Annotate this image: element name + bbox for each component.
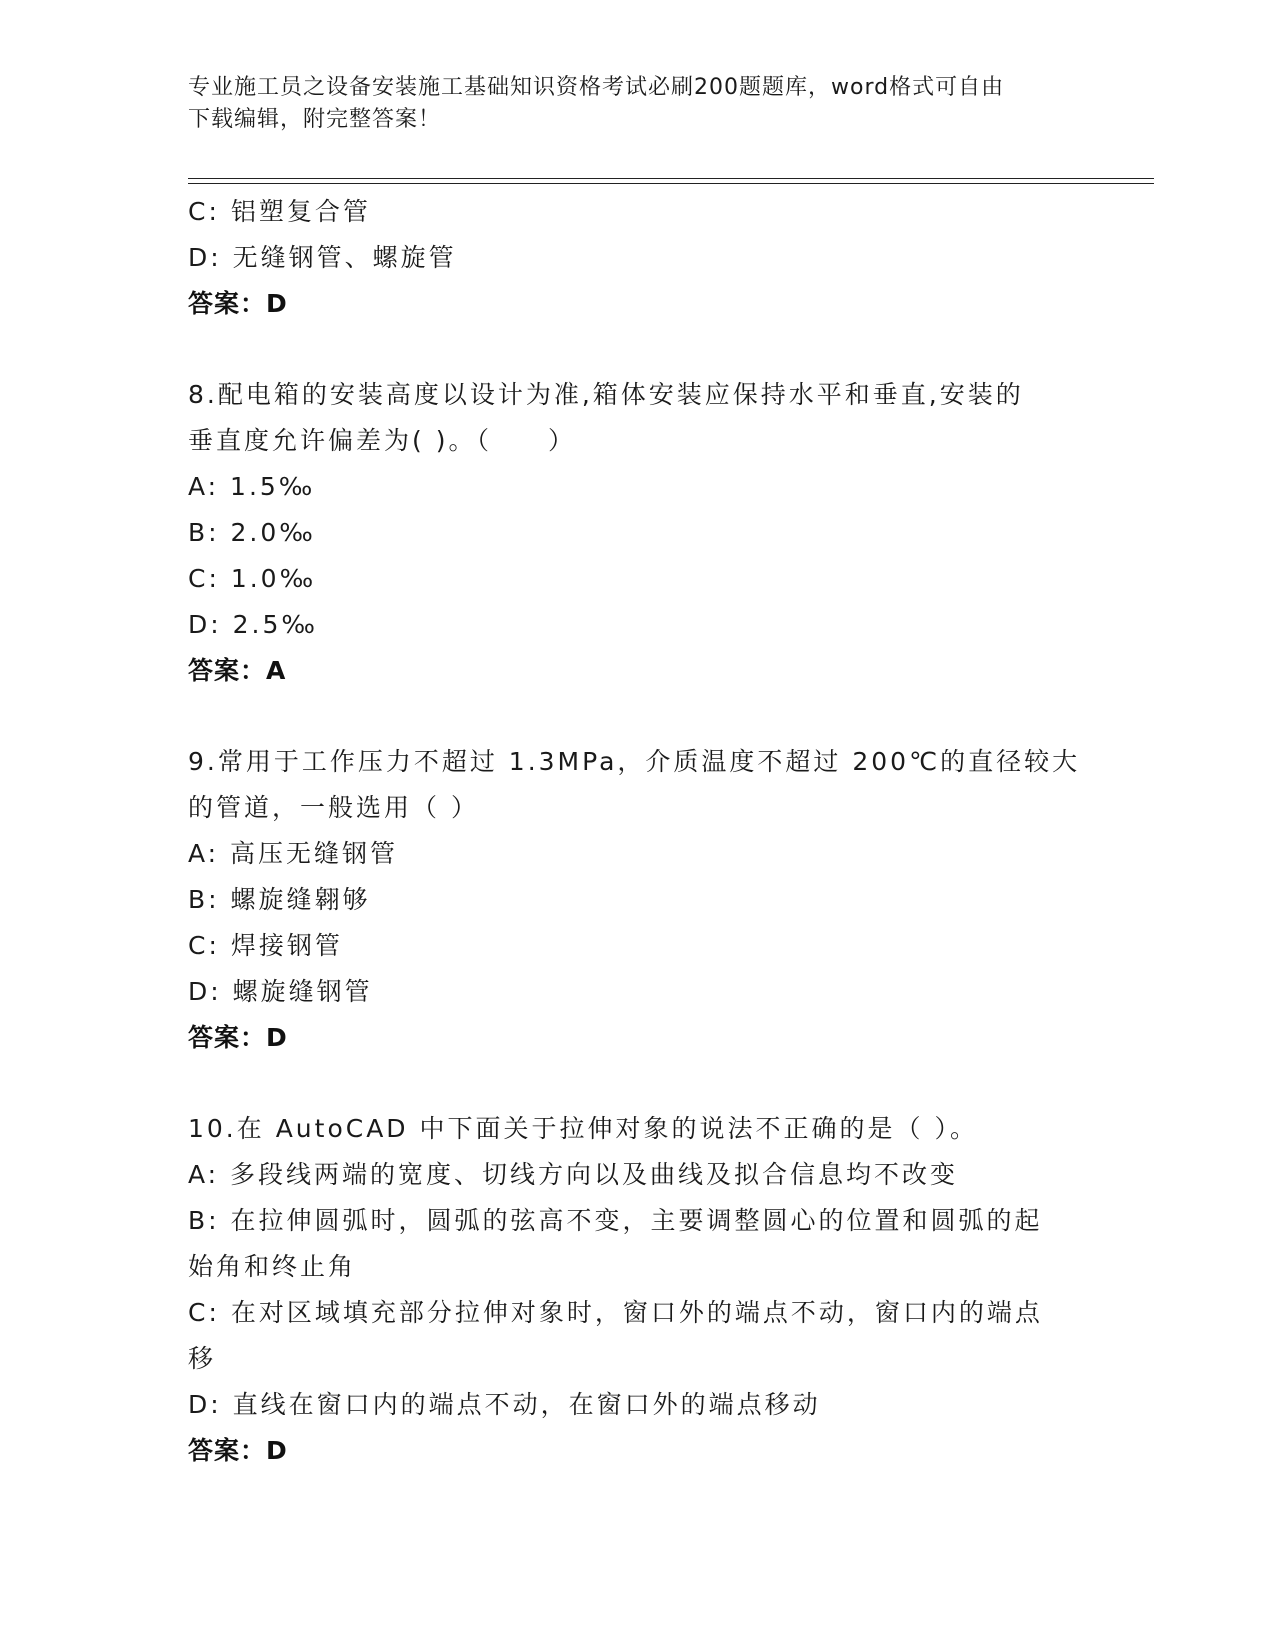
question-content: [188, 189, 1088, 1474]
question-10-option-c-line-2: 移: [188, 1344, 217, 1373]
question-9-answer: 答案：D: [188, 1023, 288, 1052]
question-9-option-d: D: 螺旋缝钢管: [188, 977, 373, 1006]
question-9-block: [188, 739, 1088, 1061]
question-8-option-c: C: 1.0‰: [188, 564, 317, 593]
header-title-line-2: 下载编辑，附完整答案！: [188, 107, 442, 132]
question-9-stem-line-1: 9.常用于工作压力不超过 1.3MPa，介质温度不超过 200℃的直径较大: [188, 747, 1081, 776]
question-7-option-d: D: 无缝钢管、螺旋管: [188, 243, 457, 272]
question-9-option-c: C: 焊接钢管: [188, 931, 343, 960]
question-10-option-d: D: 直线在窗口内的端点不动，在窗口外的端点移动: [188, 1390, 821, 1419]
question-10-option-a: A: 多段线两端的宽度、切线方向以及曲线及拟合信息均不改变: [188, 1160, 959, 1189]
spacer: [188, 327, 1088, 372]
question-7-option-c: C: 铝塑复合管: [188, 197, 371, 226]
question-9-option-b: B: 螺旋缝翱够: [188, 885, 371, 914]
question-7-block: [188, 189, 1088, 327]
question-8-block: [188, 372, 1088, 694]
question-10-option-c-line-1: C: 在对区域填充部分拉伸对象时，窗口外的端点不动，窗口内的端点: [188, 1298, 1043, 1327]
question-10-stem: 10.在 AutoCAD 中下面关于拉伸对象的说法不正确的是（ ）。: [188, 1114, 978, 1143]
header-title-line-1: 专业施工员之设备安装施工基础知识资格考试必刷200题题库，word格式可自由: [188, 75, 1005, 100]
question-8-stem-line-1: 8.配电箱的安装高度以设计为准,箱体安装应保持水平和垂直,安装的: [188, 380, 1024, 409]
question-8-answer: 答案：A: [188, 656, 287, 685]
question-7-answer: 答案：D: [188, 289, 288, 318]
spacer: [188, 1061, 1088, 1106]
question-8-stem-line-2: 垂直度允许偏差为( )。（ ）: [188, 426, 576, 455]
header-divider-bottom: [188, 183, 1154, 184]
question-10-option-b-line-2: 始角和终止角: [188, 1252, 357, 1281]
spacer: [188, 694, 1088, 739]
question-10-block: [188, 1106, 1088, 1474]
document-header: [188, 72, 1068, 136]
question-8-option-d: D: 2.5‰: [188, 610, 318, 639]
question-8-option-a: A: 1.5‰: [188, 472, 316, 501]
header-divider-top: [188, 178, 1154, 179]
question-9-option-a: A: 高压无缝钢管: [188, 839, 399, 868]
question-8-option-b: B: 2.0‰: [188, 518, 316, 547]
question-10-answer: 答案：D: [188, 1436, 288, 1465]
question-9-stem-line-2: 的管道，一般选用（ ）: [188, 793, 479, 822]
question-10-option-b-line-1: B: 在拉伸圆弧时，圆弧的弦高不变，主要调整圆心的位置和圆弧的起: [188, 1206, 1043, 1235]
